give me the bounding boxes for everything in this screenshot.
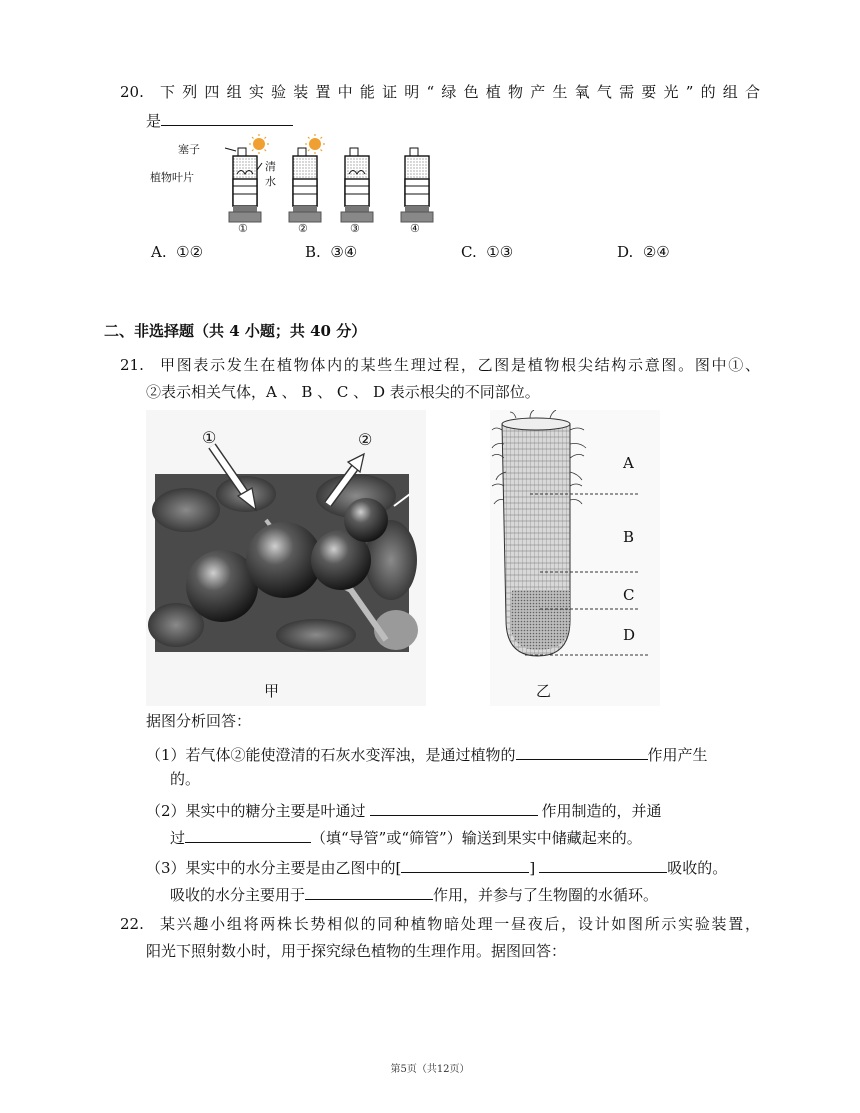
label-stopper: 塞子 [178,143,200,156]
label-leaf: 植物叶片 [150,171,194,184]
q21-sub1-blank[interactable] [516,742,648,760]
tube-3 [341,148,373,222]
sun-icon-1 [249,134,269,154]
q22-stem-line1: 某兴趣小组将两株长势相似的同种植物暗处理一昼夜后，设计如图所示实验装置， [160,915,760,933]
q20-answer-blank[interactable] [161,108,293,126]
zone-label-b: B [623,528,635,546]
tube-label-1: ① [238,222,248,235]
q20-number: 20. [120,83,144,101]
section-title: 二、非选择题（共 4 小题；共 40 分） [104,322,367,340]
tube-4 [401,148,433,222]
q21-number: 21. [120,356,144,374]
q21-sub2-line2: 过 （填“导管”或“筛管”）输送到果实中储藏起来的。 [170,825,642,849]
q20-stem-line1: 下列四组实验装置中能证明“绿色植物产生氧气需要光”的组合 [160,83,760,101]
option-c[interactable]: C. ①③ [461,243,514,261]
tube-label-4: ④ [410,222,420,235]
option-d[interactable]: D. ②④ [617,243,670,261]
tube-2 [289,134,325,222]
caption-jia: 甲 [264,682,280,700]
arrow-label-1: ① [202,428,217,447]
q22-stem-line2: 阳光下照射数小时，用于探究绿色植物的生理作用。据图回答： [146,942,567,960]
zone-label-c: C [623,586,635,604]
zone-label-d: D [623,626,636,644]
figure-yi [490,410,660,706]
page-footer: 第5页（共12页） [390,1064,470,1075]
caption-yi: 乙 [536,682,552,700]
figure-jia [146,410,426,706]
zone-label-a: A [623,454,634,472]
q21-sub3-blank2[interactable] [539,855,667,873]
tube-1 [229,134,269,222]
label-water-1: 清 [265,160,276,173]
q21-stem-line1: 甲图表示发生在植物体内的某些生理过程，乙图是植物根尖结构示意图。图中①、 [160,356,760,374]
q21-sub3-line2: 吸收的水分主要用于 作用，并参与了生物圈的水循环。 [170,882,658,906]
q21-stem-line2: ②表示相关气体，A 、 B 、 C 、 D 表示根尖的不同部位。 [146,383,540,401]
tube-label-3: ③ [350,222,360,235]
arrow-label-2: ② [358,430,373,449]
q20-stem-end: 是 [146,112,162,130]
sun-icon-2 [305,134,325,154]
q22-number: 22. [120,915,144,933]
q21-intro: 据图分析回答： [146,712,252,730]
q21-sub1-line1: （1）若气体②能使澄清的石灰水变浑浊，是通过植物的 作用产生 [146,742,708,766]
apple-photo [146,410,426,706]
q20-stem-line2 [146,108,293,132]
q21-sub2-blank1[interactable] [370,798,538,816]
q21-sub1-line2: 的。 [170,770,201,788]
q21-sub2-line1: （2）果实中的糖分主要是叶通过 作用制造的，并通 [146,798,662,822]
q21-sub3-line1: （3）果实中的水分主要是由乙图中的[ ] 吸收的。 [146,855,727,879]
tube-label-2: ② [298,222,308,235]
q21-sub3-blank1[interactable] [401,855,529,873]
option-a[interactable]: A. ①② [151,243,204,261]
label-water-2: 水 [265,175,276,188]
option-b[interactable]: B. ③④ [305,243,358,261]
q21-sub2-blank2[interactable] [185,825,311,843]
q21-sub3-blank3[interactable] [305,882,433,900]
